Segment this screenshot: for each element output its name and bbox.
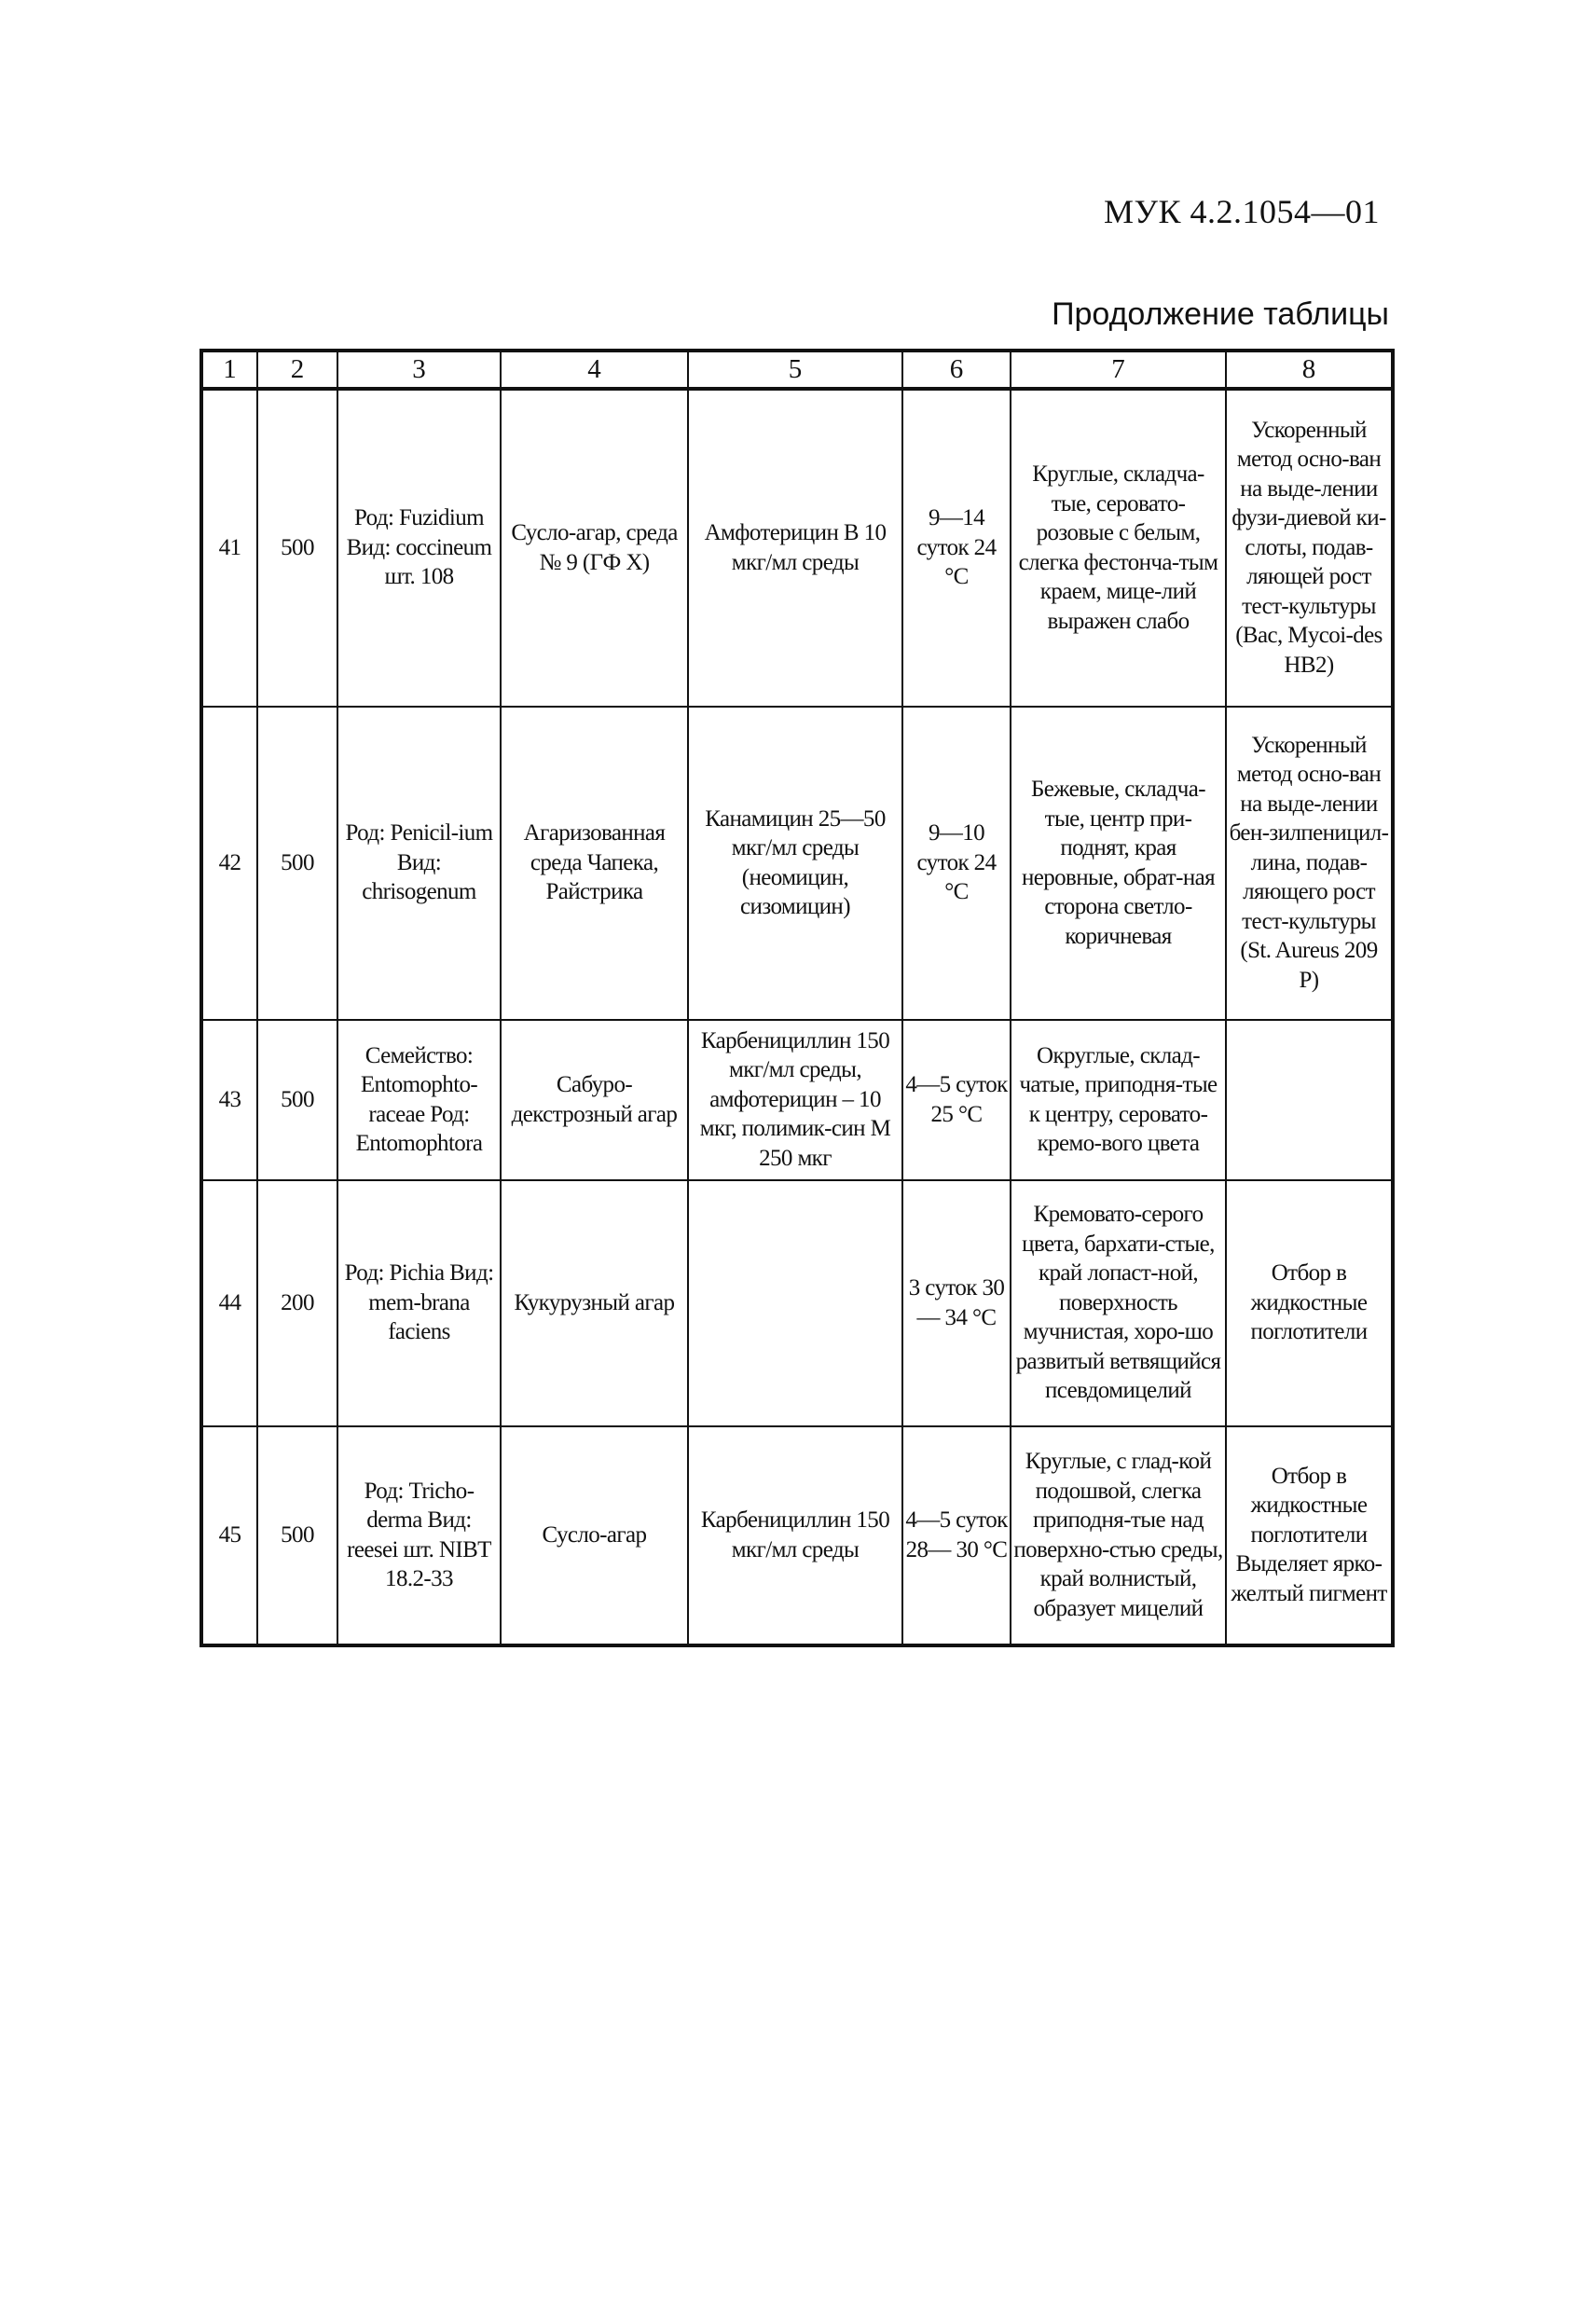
column-header: 1	[201, 351, 257, 389]
table-cell: 200	[257, 1180, 337, 1426]
table-row	[201, 1180, 1393, 1426]
table-cell: Канамицин 25—50 мкг/мл среды (неомицин, сизомицин)	[688, 707, 902, 1020]
table-cell: 500	[257, 1020, 337, 1180]
column-header: 5	[688, 351, 902, 389]
table-cell: 500	[257, 1426, 337, 1645]
table-cell: Округлые, склад-чатые, приподня-тые к центру, серовато-кремо-вого цвета	[1011, 1020, 1226, 1180]
table-cell: 41	[201, 389, 257, 707]
table-cell: Кукурузный агар	[501, 1180, 688, 1426]
table-row	[201, 707, 1393, 1020]
table-cell: Отбор в жидкостные поглотители	[1226, 1180, 1393, 1426]
table-cell: 45	[201, 1426, 257, 1645]
table-cell: 9—10 суток 24 °С	[902, 707, 1011, 1020]
document-code: МУК 4.2.1054—01	[1103, 193, 1380, 230]
table-cell: Круглые, складча-тые, серовато-розовые с белым, слегка фестонча-тым краем, мице-лий выражен слабо	[1011, 389, 1226, 707]
data-table	[200, 349, 1395, 1647]
table-cell: 44	[201, 1180, 257, 1426]
table-cell: 4—5 суток 28— 30 °С	[902, 1426, 1011, 1645]
table-cell: Сусло-агар	[501, 1426, 688, 1645]
table-cell: Сусло-агар, среда № 9 (ГФ X)	[501, 389, 688, 707]
table-cell: Сабуро-декстрозный агар	[501, 1020, 688, 1180]
table-row	[201, 1020, 1393, 1180]
table-cell: Отбор в жидкостные поглотители Выделяет ярко-желтый пигмент	[1226, 1426, 1393, 1645]
table-cell: 4—5 суток 25 °С	[902, 1020, 1011, 1180]
table-cell: 500	[257, 389, 337, 707]
table-caption: Продолжение таблицы	[1052, 296, 1389, 332]
table-cell: Агаризованная среда Чапека, Райстрика	[501, 707, 688, 1020]
table-cell: Карбенициллин 150 мкг/мл среды	[688, 1426, 902, 1645]
table-cell: Род: Pichia Вид: mem-brana faciens	[337, 1180, 501, 1426]
table-cell: Бежевые, складча-тые, центр при-поднят, края неровные, обрат-ная сторона светло-коричневая	[1011, 707, 1226, 1020]
table-cell: Ускоренный метод осно-ван на выде-лении бен-зилпеницил-лина, подав-ляющего рост тест-культуры (St. Aureus 209 P)	[1226, 707, 1393, 1020]
table-cell: Круглые, с глад-кой подошвой, слегка приподня-тые над поверхно-стью среды, край волнистый, образует мицелий	[1011, 1426, 1226, 1645]
table-row	[201, 1426, 1393, 1645]
column-header: 2	[257, 351, 337, 389]
table-header-row	[201, 351, 1393, 389]
table-cell: Кремовато-серого цвета, бархати-стые, край лопаст-ной, поверхность мучнистая, хоро-шо развитый ветвящийся псевдомицелий	[1011, 1180, 1226, 1426]
table-cell: Карбенициллин 150 мкг/мл среды, амфотерицин – 10 мкг, полимик-син М 250 мкг	[688, 1020, 902, 1180]
table-cell: Амфотерицин В 10 мкг/мл среды	[688, 389, 902, 707]
table-cell	[1226, 1020, 1393, 1180]
table-cell: 500	[257, 707, 337, 1020]
table-cell: Ускоренный метод осно-ван на выде-лении фузи-диевой ки-слоты, подав-ляющей рост тест-культуры (Bac, Mycoi-des HB2)	[1226, 389, 1393, 707]
table-cell: 9—14 суток 24 °С	[902, 389, 1011, 707]
column-header: 8	[1226, 351, 1393, 389]
column-header: 7	[1011, 351, 1226, 389]
table-cell: 43	[201, 1020, 257, 1180]
table-cell: Семейство: Entomophto-raceae Род: Entomophtora	[337, 1020, 501, 1180]
column-header: 6	[902, 351, 1011, 389]
column-header: 4	[501, 351, 688, 389]
table-cell: Род: Tricho-derma Вид: reesei шт. NIBT 18.2-33	[337, 1426, 501, 1645]
table-row	[201, 389, 1393, 707]
table-cell: Род: Fuzidium Вид: coccineum шт. 108	[337, 389, 501, 707]
table-cell: Род: Penicil-ium Вид: chrisogenum	[337, 707, 501, 1020]
table-cell: 42	[201, 707, 257, 1020]
table-cell: 3 суток 30— 34 °С	[902, 1180, 1011, 1426]
table-cell	[688, 1180, 902, 1426]
column-header: 3	[337, 351, 501, 389]
